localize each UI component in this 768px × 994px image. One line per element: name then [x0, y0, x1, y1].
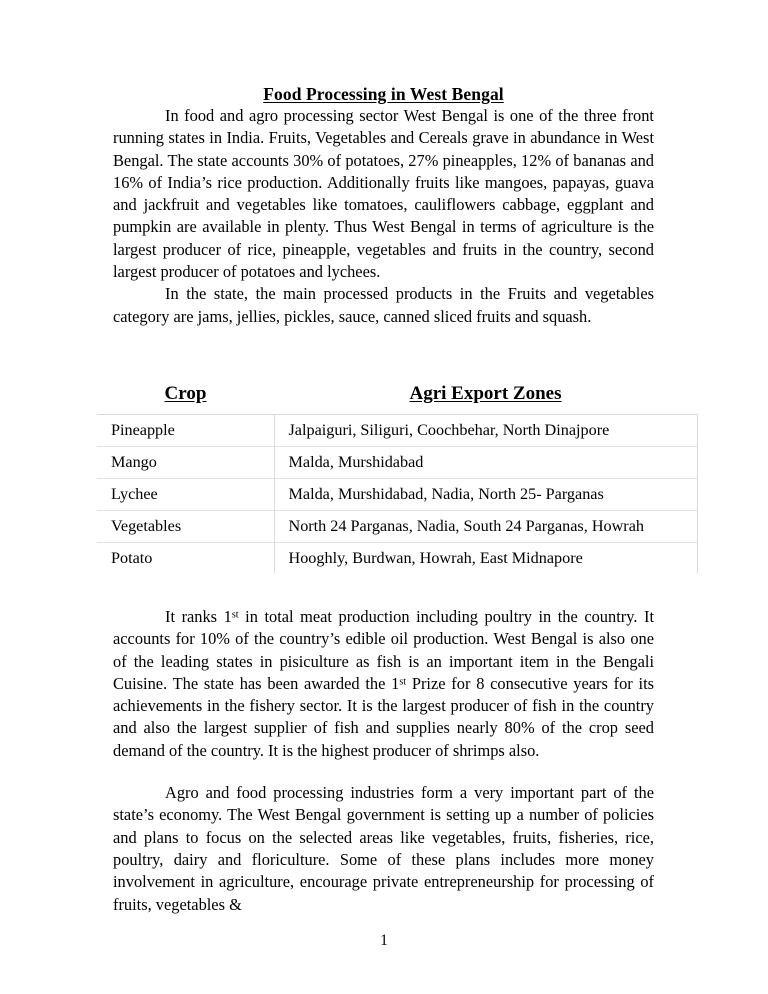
table-row: [97, 511, 697, 543]
page-number: 1: [380, 932, 388, 949]
page-title-text: Food Processing in West Bengal: [263, 84, 504, 104]
paragraph-processed-products: In the state, the main processed products in the Fruits and vegetables category are jams, jellies, pickles, sauce, canned sliced fruits and squash.: [113, 284, 654, 326]
document-body-lower: [113, 606, 654, 916]
ordinal-suffix-second: st: [399, 676, 407, 688]
table-row: [97, 479, 697, 511]
table-cell-zones: North 24 Parganas, Nadia, South 24 Parganas, Howrah: [274, 511, 697, 543]
table-header-crop-label: Crop: [164, 383, 207, 404]
table-header-row: [97, 376, 697, 415]
table-row: [97, 447, 697, 479]
table-header: [97, 376, 697, 415]
table-body: [97, 415, 697, 575]
paragraph-agro-policies: Agro and food processing industries form a very important part of the state’s economy. The West Bengal government is setting up a number of policies and plans to focus on the selected areas like vegetables, fruits, fisheries, rice, poultry, dairy and floriculture. Some of these plans includes more money involvement in agriculture, encourage private entrepreneurship for processing of fruits, vegetables &: [113, 783, 654, 914]
table-header-zones-label: Agri Export Zones: [409, 383, 562, 404]
table-cell-crop: Mango: [97, 447, 274, 479]
paragraph-intro: In food and agro processing sector West Bengal is one of the three front running states in India. Fruits, Vegetables and Cereals grave in abundance in West Bengal. The state accounts 30% of potatoes, 27% pineapples, 12% of bananas and 16% of India’s rice production. Additionally fruits like mangoes, papayas, guava and jackfruit and vegetables like tomatoes, cauliflowers cabbage, eggplant and pumpkin are available in plenty. Thus West Bengal in terms of agriculture is the largest producer of rice, pineapple, vegetables and fruits in the country, second largest producer of potatoes and lychees.: [113, 106, 654, 282]
table-cell-crop: Lychee: [97, 479, 274, 511]
paragraph-meat-fishery: [113, 606, 654, 762]
page-title: [113, 0, 654, 105]
document-body-upper: [113, 0, 654, 328]
table-header-zones: [274, 376, 697, 415]
table-cell-zones: Malda, Murshidabad, Nadia, North 25- Parganas: [274, 479, 697, 511]
paragraph-meat-fishery-part1: It ranks 1: [165, 607, 232, 626]
table-cell-zones: Hooghly, Burdwan, Howrah, East Midnapore: [274, 543, 697, 575]
table-cell-zones: Malda, Murshidabad: [274, 447, 697, 479]
ordinal-suffix-first: st: [231, 609, 239, 621]
paragraph-meat-fishery-part2: in total meat production including poultry in the country. It accounts for 10% of the country’s edible oil production. West Bengal is also one of the leading states in pisiculture as fish is an important item in the Bengali Cuisine. The state has been awarded the 1: [113, 607, 654, 693]
paragraph-meat-fishery-part3: Prize for 8 consecutive years for its achievements in the fishery sector. It is the largest producer of fish in the country and also the largest supplier of fish and supplies nearly 80% of the crop seed demand of the country. It is the highest producer of shrimps also.: [113, 673, 655, 760]
table-cell-crop: Pineapple: [97, 415, 274, 447]
agri-export-zones-table: [97, 376, 698, 574]
table-cell-crop: Vegetables: [97, 511, 274, 543]
table-row: [97, 415, 697, 447]
table-row: [97, 543, 697, 575]
table-header-crop: [97, 376, 274, 415]
table-cell-zones: Jalpaiguri, Siliguri, Coochbehar, North Dinajpore: [274, 415, 697, 447]
table-cell-crop: Potato: [97, 543, 274, 575]
agri-export-zones-table-container: [97, 376, 697, 574]
